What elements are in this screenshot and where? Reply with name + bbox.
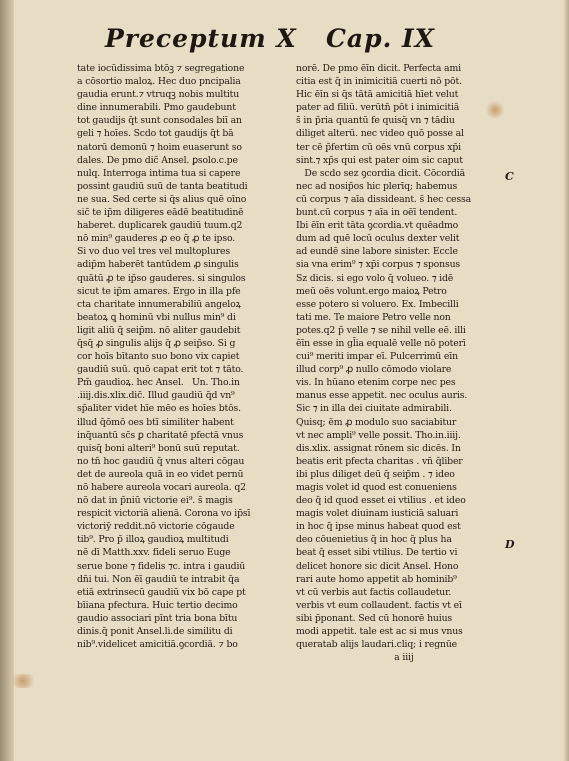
text-line: illud corp⁹ ꝓ nullo cōmodo violare <box>296 364 452 376</box>
text-line: sint.⁊ xp̄s qui est pater oim sic caput <box>296 154 463 166</box>
text-line: cū corpus ⁊ aīa dissideant. s̄ hec cessa <box>296 193 472 205</box>
text-line: beatis erit pfecta charitas . vn̄ q̄liber <box>296 455 463 467</box>
text-line: Quisq; ēm ꝓ modulo suo saciabitur <box>296 416 457 428</box>
text-line: magis volet diuinam iusticiā saluari <box>296 508 459 520</box>
text-line: beatoꝝ ꝗ hominū vbi nullus min⁹ di <box>77 311 236 323</box>
text-line: tati me. Te maiore Petro velle non <box>296 311 451 323</box>
text-line: sicut te ip̄m amares. Ergo in illa pfe <box>77 285 241 297</box>
text-line: a cōsortio maloꝝ. Hec duo pncipalia <box>77 76 241 88</box>
text-line: etiā extrinsecū gaudiū vix bō cape pt <box>77 586 246 598</box>
text-line: tot gaudijs q̄t sunt consodales biī an <box>77 115 242 127</box>
text-line: nē dī Matth.xxv. fideli seruo Euge <box>77 547 231 559</box>
text-line: in hoc q̄ ipse minus habeat quod est <box>296 521 461 533</box>
text-line: natorū demonū ⁊ hoim euaserunt so <box>77 141 242 153</box>
text-line: Sic ⁊ in illa dei ciuitate admirabili. <box>296 403 452 415</box>
text-line: nec ad nosip̄os hic plerīq; habemus <box>296 180 458 192</box>
text-line: ligit aliū q̄ seip̄m. nō aliter gaudebit <box>77 324 241 336</box>
text-line: .iiij.dis.xlix.dic̄. Illud gaudiū q̄d vn⁹ <box>77 390 235 402</box>
text-line: ad eundē sine labore sinister. Eccle <box>296 246 458 258</box>
text-line: cta charitate innumerabiliū angeloꝝ <box>77 298 241 310</box>
text-line: Ibi ēīn erit tāta ꝯcordia.vt quēadmo <box>296 220 459 232</box>
text-line: cor hoīs bītanto suo bono vix capiet <box>77 351 240 363</box>
text-line: respicit victoriā alienā. Corona vo ip̄sī <box>77 508 251 520</box>
text-line: victoriȳ reddit.nō victorie cōgaude <box>77 521 235 533</box>
text-line: no tn̄ hoc gaudiū q̄ vnus alteri cōgau <box>77 455 245 467</box>
text-line: inq̄uantū sc̄s ꝑ charitatē pfectā vnus <box>77 429 244 441</box>
text-line: delicet honore sic dicit Ansel. Hono <box>296 560 459 572</box>
text-line: nib⁹.videlicet amicitiā.ꝯcordiā. ⁊ bo <box>77 639 238 651</box>
text-line: De scdo sez ꝯcordia dicit. Cōcordiā <box>296 167 465 179</box>
text-line: s̄ in p̄ria quantū fe quisq̄ vn ⁊ tādiu <box>296 115 455 127</box>
text-line: pater ad filiū. verūtn̄ pōt i inimicitiā <box>296 102 460 114</box>
text-line: verbis vt eum collaudent. factis vt eī <box>296 599 462 611</box>
page-edge <box>563 0 569 761</box>
text-line: meū oēs volunt.ergo maioꝝ Petro <box>296 285 447 297</box>
text-line: tib⁹. Pro p̄ illoꝝ gaudioꝝ multitudi <box>77 534 229 546</box>
text-line: dum ad quē locū oculus dexter velit <box>296 233 460 245</box>
text-line: geli ⁊ hoīes. Scdo tot gaudijs q̄t bā <box>77 128 234 140</box>
ink-stain <box>8 674 38 688</box>
text-line: Si vo duo vel tres vel multoplures <box>77 246 231 258</box>
text-line: nō min⁹ gauderes ꝓ eo q̄ ꝓ te ipso. <box>77 233 236 245</box>
text-line: magis volet id quod est conueniens <box>296 482 457 493</box>
text-line: citia est q̄ in inimicitiā cuerti nō pōt. <box>296 76 462 88</box>
text-line: Pm̄ gaudioꝝ. hec Ansel. Un. Tho.in <box>77 377 240 389</box>
text-line: sp̄aliter videt hīe mēo es hoīes btōs. <box>77 403 241 415</box>
text-line: beat q̄ esset sibi vtilius. De tertio vi <box>296 547 458 559</box>
text-line: q̄sq̄ ꝓ singulis alijs q̄ ꝓ seip̄so. Si g <box>77 337 236 349</box>
text-line: ne sua. Sed certe si q̄s alius quē oīno <box>77 193 247 205</box>
text-line: nō dat in p̄niū victorie ei⁹. s̄ magis <box>77 495 233 507</box>
text-line: gaudiū suū. quō capat erit tot ⁊ tāto. <box>77 364 244 376</box>
running-header-chapter: Cap. IX <box>326 24 436 53</box>
text-line: vt nec ampli⁹ velle possit. Tho.in.iiij. <box>296 429 461 441</box>
text-line: deo cōuenietius q̄ in hoc q̄ plus ha <box>296 534 452 546</box>
text-line: gaudia erunt.⁊ vtruqꝫ nobis multitu <box>77 89 240 101</box>
text-line: gaudio associari pīnt tria bona bītu <box>77 612 238 624</box>
text-line: cui⁹ meriti impar eī. Pulcerrimū eīn <box>296 351 458 363</box>
text-line: sia vna erim⁹ ⁊ xp̄i corpus ⁊ sponsus <box>296 259 461 271</box>
text-line: diliget alterū. nec video quō posse al <box>296 128 464 140</box>
text-line: quisq̄ boni alteri⁹ bonū suū reputat. <box>77 442 240 454</box>
text-line: tate iocūdissima btōꝫ ⁊ segregatione <box>77 63 245 74</box>
spine-shadow <box>0 0 14 761</box>
text-line: modi appetit. tale est ac si mus vnus <box>296 626 463 638</box>
text-line: potes.q2 p̄ velle ⁊ se nihil velle eē. illi <box>296 324 466 336</box>
text-line: bunt.cū corpus ⁊ aīa in oēī tendent. <box>296 207 458 219</box>
text-line: sibi p̄ponant. Sed cū honorē huius <box>296 612 453 624</box>
text-line: dis.xlix. assignat rōnem sic dicēs. In <box>296 442 461 454</box>
text-line: illud q̄ōmō oes btī similiter habent <box>77 416 234 428</box>
text-line: esse potero si voluero. Ex. Imbecilli <box>296 298 459 310</box>
text-line: dinis.q̄ ponit Ansel.li.de similitu di <box>77 626 233 638</box>
text-line: ēīn esse in gl̄ia equalē velle nō poterī <box>296 337 466 349</box>
text-line: manus esse appetit. nec oculus auris. <box>296 390 468 402</box>
text-line: nulq. Interroga intima tua si capere <box>77 167 241 179</box>
text-line: ter cē p̄fertim cū oēs vnū corpus xp̄i <box>296 141 461 153</box>
margin-mark: D <box>505 538 515 551</box>
text-line: Hic ēīn si q̄s tātā amicitiā hīet velut <box>296 89 459 101</box>
text-line: sic̄ te ip̄m diligeres eādē beatitudinē <box>77 207 244 219</box>
text-line: ibi plus diliget deū q̄ seip̄m . ⁊ ideo <box>296 468 455 480</box>
text-line: rari aute homo appetit ab hominib⁹ <box>296 573 457 585</box>
text-line: dn̄i tui. Non ēī gaudiū te intrabit q̄a <box>77 573 240 585</box>
text-line: haberet. duplicarek gaudiū tuum.q2 <box>77 220 243 232</box>
text-line: dales. De pmo dic̄ Ansel. ꝑsolo.c.pe <box>77 154 238 166</box>
margin-mark: C <box>505 170 514 183</box>
text-line: norē. De pmo ēīn dicit. Perfecta ami <box>296 63 461 74</box>
text-line: serue bone ⁊ fidelis ⁊c. intra i gaudiū <box>77 560 246 572</box>
text-line: nō habere aureola vocari aureola. q2 <box>77 482 246 493</box>
text-line: vis. In hūano etenim corpe nec pes <box>296 377 456 389</box>
text-line: a iiij <box>296 652 414 664</box>
text-line: dine innumerabili. Pmo gaudebunt <box>77 102 236 114</box>
running-header-title: Preceptum X <box>105 24 297 53</box>
text-column-left <box>77 62 287 651</box>
text-line: det de aureola quā in eo videt pernū <box>77 468 244 480</box>
text-line: deo q̄ id quod esset ei vtilius . et ideo <box>296 495 466 507</box>
text-line: bīiana pfectura. Huic tertio decimo <box>77 599 238 611</box>
text-line: adip̄m haberēt tantūdem ꝓ singulis <box>77 259 239 271</box>
text-line: queratab alijs laudari.cliq; i regnūe <box>296 639 458 651</box>
text-line: possint gaudiū suū de tanta beatitudi <box>77 180 248 192</box>
text-line: vt cū verbis aut factis collaudetur. <box>296 586 452 598</box>
text-line: quātū ꝓ te ip̄so gauderes. si singulos <box>77 272 246 284</box>
text-column-right <box>296 62 506 664</box>
text-line: Sz dicis. si ego volo q̄ volueo. ⁊ idē <box>296 272 454 284</box>
